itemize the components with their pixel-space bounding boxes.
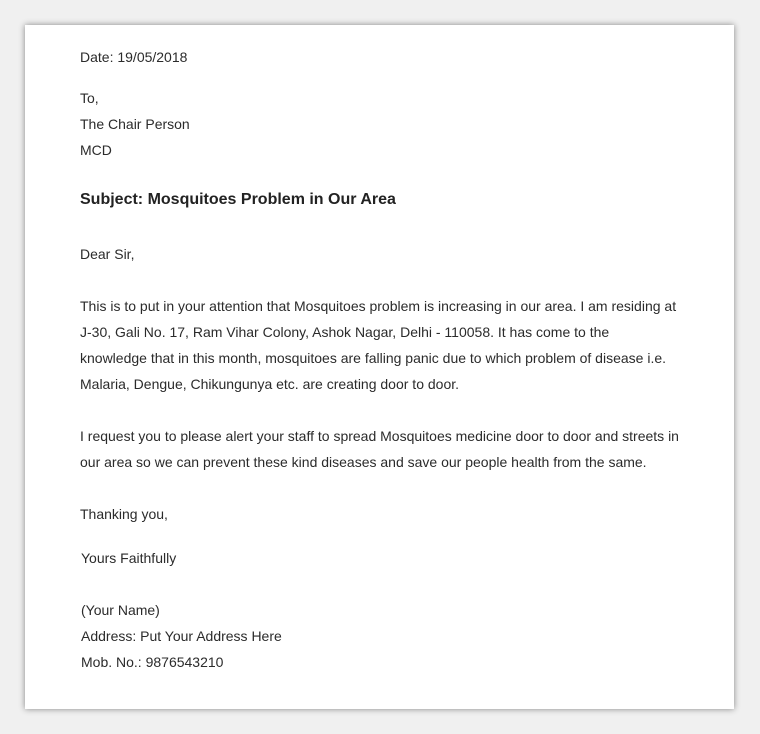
letter-to: To, [80, 90, 99, 106]
paragraph-line: J-30, Gali No. 17, Ram Vihar Colony, Ashok Nagar, Delhi - 110058. It has come to the [80, 324, 610, 340]
paragraph-line: This is to put in your attention that Mosquitoes problem is increasing in our area. I am residing at [80, 298, 677, 314]
letter-paragraph-2 [80, 423, 700, 475]
paragraph-line: our area so we can prevent these kind diseases and save our people health from the same. [80, 454, 647, 470]
letter-subject: Subject: Mosquitoes Problem in Our Area [80, 191, 396, 208]
letter-signoff: Yours Faithfully [81, 550, 177, 566]
sender-name: (Your Name) [81, 602, 160, 618]
letter-recipient: The Chair Person [80, 116, 190, 132]
paragraph-line: Malaria, Dengue, Chikungunya etc. are creating door to door. [80, 376, 460, 392]
sender-address: Address: Put Your Address Here [81, 628, 282, 644]
letter-paragraph-1 [80, 293, 700, 397]
letter-date: Date: 19/05/2018 [80, 49, 188, 65]
letter-page [25, 25, 734, 709]
paragraph-line: knowledge that in this month, mosquitoes are falling panic due to which problem of disease i.e. [80, 350, 667, 366]
letter-organization: MCD [80, 142, 112, 158]
paragraph-line: I request you to please alert your staff to spread Mosquitoes medicine door to door and streets in [80, 428, 679, 444]
letter-closing: Thanking you, [80, 506, 168, 522]
sender-mobile: Mob. No.: 9876543210 [81, 654, 224, 670]
letter-salutation: Dear Sir, [80, 246, 135, 262]
